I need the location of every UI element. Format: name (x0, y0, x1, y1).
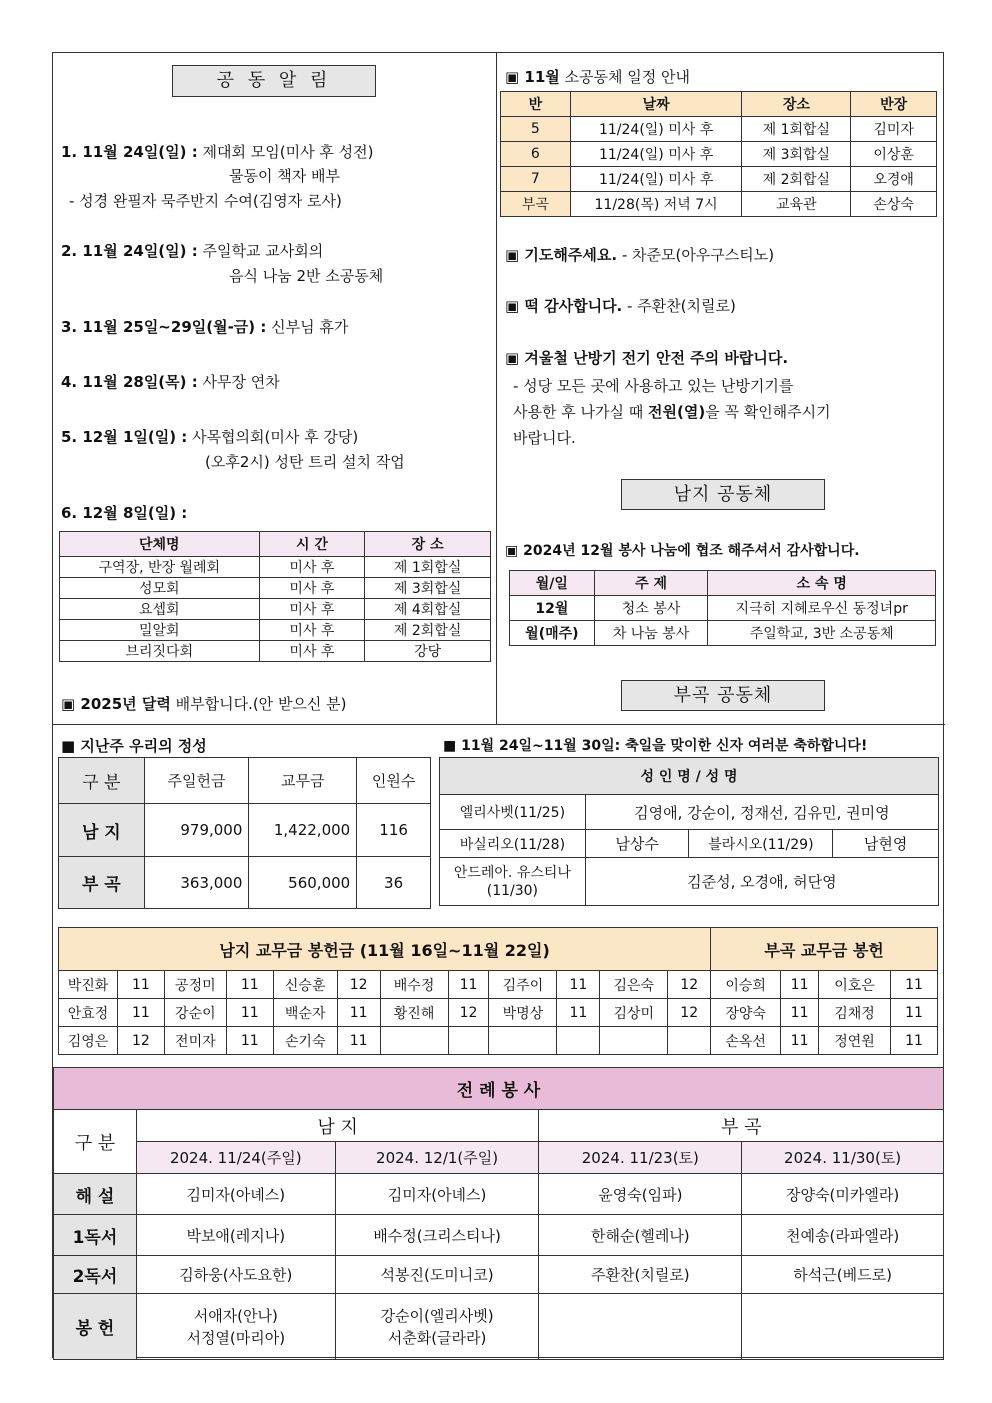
notice-3-line1: 신부님 휴가 (271, 318, 349, 336)
dues-name: 박명상 (489, 999, 557, 1027)
liturgy-cell: 천예송(라파엘라) (742, 1215, 944, 1256)
liturgy-offer-name: 강순이(엘리사벳) (380, 1306, 494, 1325)
heater-note-line2a: 사용한 후 나가실 때 (513, 403, 648, 421)
dues-name: 김주이 (489, 971, 557, 999)
heater-note-line1: - 성당 모든 곳에 사용하고 있는 난방기기를 (513, 377, 794, 395)
sc-cell: 이상훈 (851, 142, 937, 167)
dues-count: 11 (226, 999, 273, 1027)
dues-row (59, 999, 938, 1027)
dues-count: 11 (117, 999, 164, 1027)
dues-name: 박진화 (59, 971, 118, 999)
sc-header: 반 (501, 92, 571, 117)
sc-cell: 오경애 (851, 167, 937, 192)
liturgy-cell: 김미자(아녜스) (136, 1174, 335, 1215)
dues-count: 12 (337, 971, 380, 999)
liturgy-offer-name: 서애자(안나) (193, 1306, 278, 1325)
dues-name: 김은숙 (600, 971, 668, 999)
offering-cell: 363,000 (144, 857, 249, 909)
namji-cell: 월(매주) (510, 621, 595, 646)
offering-table (58, 757, 431, 909)
dues-count: 11 (781, 999, 819, 1027)
liturgy-cell: 박보애(레지나) (136, 1215, 335, 1256)
dec8-cell: 밀알회 (60, 620, 260, 641)
sc-header: 날짜 (570, 92, 742, 117)
offering-header: 구 분 (59, 758, 145, 804)
dues-count: 11 (890, 999, 937, 1027)
notice-1-line2: 물동이 책자 배부 (229, 167, 340, 185)
namji-header: 월/일 (510, 571, 595, 596)
namji-cell: 청소 봉사 (594, 596, 708, 621)
liturgy-offer-name: 서춘화(글라라) (387, 1328, 487, 1347)
dec8-cell: 미사 후 (259, 620, 365, 641)
dues-name: 김상미 (600, 999, 668, 1027)
dues-count (668, 1027, 711, 1055)
offering-cell: 36 (357, 857, 431, 909)
calendar-note (61, 693, 347, 714)
dues-count: 12 (668, 971, 711, 999)
small-community-table (500, 91, 937, 217)
liturgy-offer-name: 서정열(마리아) (186, 1328, 286, 1347)
dues-count: 12 (117, 1027, 164, 1055)
sc-cell: 11/24(일) 미사 후 (570, 117, 742, 142)
liturgy-cell (335, 1294, 539, 1360)
notice-1-date: 1. 11월 24일(일) : (61, 143, 198, 161)
notice-2 (61, 240, 323, 261)
dues-name (380, 1027, 448, 1055)
dues-name: 안효정 (59, 999, 118, 1027)
namji-header: 주 제 (594, 571, 708, 596)
rice-cake-note-rest: - 주환찬(치릴로) (622, 297, 736, 315)
sc-cell: 제 2회합실 (742, 167, 851, 192)
liturgy-cell: 김하웅(사도요한) (136, 1256, 335, 1294)
dues-name (489, 1027, 557, 1055)
dec8-cell: 제 3회합실 (365, 578, 491, 599)
liturgy-role: 2독서 (54, 1256, 137, 1294)
dec8-header: 단체명 (60, 532, 260, 557)
dues-name: 황진해 (380, 999, 448, 1027)
dues-bugok-title: 부곡 교무금 봉헌 (711, 928, 938, 971)
liturgy-cell (539, 1294, 742, 1360)
dues-count: 11 (890, 1027, 937, 1055)
dec8-cell: 강당 (365, 641, 491, 662)
feast-saint: 바실리오(11/28) (440, 830, 586, 858)
dues-count: 11 (557, 971, 600, 999)
dues-name: 신승훈 (273, 971, 337, 999)
notice-2-date: 2. 11월 24일(일) : (61, 242, 198, 260)
sc-cell: 제 3회합실 (742, 142, 851, 167)
feast-names: 김준성, 오경애, 허단영 (585, 858, 938, 906)
dues-count (557, 1027, 600, 1055)
dues-count: 11 (448, 971, 489, 999)
heater-note-line3: 바랍니다. (513, 429, 576, 447)
liturgy-cell: 하석근(베드로) (742, 1256, 944, 1294)
feast-saint-line1: 안드레아. 유스티나 (453, 864, 571, 881)
dues-name: 정연원 (819, 1027, 891, 1055)
dues-name: 이승희 (711, 971, 781, 999)
dues-count: 12 (448, 999, 489, 1027)
dues-name: 손기숙 (273, 1027, 337, 1055)
dues-count: 11 (337, 1027, 380, 1055)
feast-names: 남상수 (585, 830, 689, 858)
offering-cell: 116 (357, 804, 431, 857)
small-community-title (505, 66, 690, 87)
namji-cell: 주일학교, 3반 소공동체 (708, 621, 936, 646)
dues-name: 강순이 (164, 999, 226, 1027)
dues-count: 11 (890, 971, 937, 999)
dues-count (448, 1027, 489, 1055)
dec8-cell: 미사 후 (259, 599, 365, 620)
notice-1 (61, 141, 373, 162)
dues-name: 배수정 (380, 971, 448, 999)
liturgy-cell (742, 1294, 944, 1360)
sc-cell: 교육관 (742, 192, 851, 217)
sc-cell: 제 1회합실 (742, 117, 851, 142)
notice-4-date: 4. 11월 28일(목) : (61, 373, 198, 391)
notice-4 (61, 371, 280, 392)
feast-names: 남현영 (833, 830, 939, 858)
liturgy-date: 2024. 12/1(주일) (335, 1142, 539, 1174)
offering-header: 인원수 (357, 758, 431, 804)
dues-count: 11 (117, 971, 164, 999)
feast-title: ■ 11월 24일~11월 30일: 축일을 맞이한 신자 여러분 축하합니다! (443, 738, 868, 754)
heater-note-title: ▣ 겨울철 난방기 전기 안전 주의 바랍니다. (505, 349, 789, 367)
dec8-cell: 구역장, 반장 월례회 (60, 557, 260, 578)
sc-cell: 부곡 (501, 192, 571, 217)
notice-6-date: 6. 12월 8일(일) : (61, 504, 188, 522)
liturgy-date: 2024. 11/30(토) (742, 1142, 944, 1174)
namji-cell: 12월 (510, 596, 595, 621)
rice-cake-note (505, 295, 736, 316)
feast-names: 김영애, 강순이, 정재선, 김유민, 권미영 (585, 795, 938, 830)
dec8-cell: 제 4회합실 (365, 599, 491, 620)
namji-service-table (509, 570, 936, 646)
dues-count: 11 (781, 1027, 819, 1055)
notice-2-line2: 음식 나눔 2반 소공동체 (229, 267, 384, 285)
namji-thanks: ▣ 2024년 12월 봉사 나눔에 협조 해주셔서 감사합니다. (505, 543, 860, 559)
dec8-cell: 브리짓다회 (60, 641, 260, 662)
liturgy-role: 봉 헌 (54, 1294, 137, 1360)
pray-note-bold: ▣ 기도해주세요. (505, 246, 618, 264)
dues-count: 11 (226, 1027, 273, 1055)
sc-cell: 6 (501, 142, 571, 167)
dues-name: 전미자 (164, 1027, 226, 1055)
feast-saint: 블라시오(11/29) (689, 830, 833, 858)
feast-header: 성 인 명 / 성 명 (440, 758, 939, 795)
dues-name (600, 1027, 668, 1055)
column-divider (496, 53, 497, 724)
liturgy-date: 2024. 11/24(주일) (136, 1142, 335, 1174)
namji-cell: 지극히 지혜로우신 동정녀pr (708, 596, 936, 621)
bulletin-frame (52, 52, 944, 1358)
dues-name: 공정미 (164, 971, 226, 999)
dues-count: 11 (781, 971, 819, 999)
namji-title: 남지 공동체 (621, 479, 825, 510)
notice-3-date: 3. 11월 25일~29일(월-금) : (61, 318, 267, 336)
sc-cell: 손상숙 (851, 192, 937, 217)
dues-name: 김영은 (59, 1027, 118, 1055)
notice-5 (61, 426, 358, 447)
offering-header: 교무금 (249, 758, 357, 804)
dec8-cell: 제 2회합실 (365, 620, 491, 641)
dues-name: 이호은 (819, 971, 891, 999)
notice-5-line2: (오후2시) 성탄 트리 설치 작업 (205, 453, 405, 471)
liturgy-gubun: 구 분 (54, 1110, 137, 1174)
liturgy-table (53, 1067, 944, 1360)
liturgy-cell (136, 1294, 335, 1360)
offering-row-label: 남 지 (59, 804, 145, 857)
small-community-title-bold: ▣ 11월 (505, 68, 560, 86)
liturgy-cell: 장양숙(미카엘라) (742, 1174, 944, 1215)
dues-table (58, 927, 938, 1055)
liturgy-title: 전 례 봉 사 (54, 1068, 944, 1110)
sc-header: 반장 (851, 92, 937, 117)
liturgy-namji: 남 지 (136, 1110, 539, 1142)
section-divider (53, 724, 945, 725)
offering-row-label: 부 곡 (59, 857, 145, 909)
dues-count: 11 (557, 999, 600, 1027)
sc-cell: 김미자 (851, 117, 937, 142)
calendar-note-bold: ▣ 2025년 달력 (61, 695, 171, 713)
liturgy-cell: 한해순(헬레나) (539, 1215, 742, 1256)
dec8-cell: 성모회 (60, 578, 260, 599)
liturgy-cell: 배수정(크리스티나) (335, 1215, 539, 1256)
feast-saint-line2: (11/30) (486, 882, 539, 899)
liturgy-cell: 석봉진(도미니코) (335, 1256, 539, 1294)
offering-cell: 979,000 (144, 804, 249, 857)
feast-saint (440, 858, 586, 906)
heater-note-line2c: 을 꼭 확인해주시기 (705, 403, 831, 421)
dues-count: 11 (337, 999, 380, 1027)
liturgy-role: 1독서 (54, 1215, 137, 1256)
pray-note-rest: - 차준모(아우구스티노) (617, 246, 775, 264)
liturgy-date: 2024. 11/23(토) (539, 1142, 742, 1174)
sc-cell: 7 (501, 167, 571, 192)
dues-name: 손옥선 (711, 1027, 781, 1055)
notice-1-sub: - 성경 완필자 묵주반지 수여(김영자 로사) (69, 192, 342, 210)
feast-table (439, 757, 939, 906)
pray-note (505, 244, 774, 265)
notice-4-line1: 사무장 연차 (202, 373, 280, 391)
sc-cell: 11/24(일) 미사 후 (570, 142, 742, 167)
heater-note-power: 전원(열) (648, 403, 706, 421)
dec8-cell: 미사 후 (259, 557, 365, 578)
liturgy-cell: 김미자(아녜스) (335, 1174, 539, 1215)
calendar-note-rest: 배부합니다.(안 받으신 분) (170, 695, 347, 713)
notice-2-line1: 주일학교 교사회의 (202, 242, 324, 260)
namji-header: 소 속 명 (708, 571, 936, 596)
dues-count: 11 (226, 971, 273, 999)
dues-name: 장양숙 (711, 999, 781, 1027)
sc-cell: 11/28(목) 저녁 7시 (570, 192, 742, 217)
dec8-header: 장 소 (365, 532, 491, 557)
notice-3 (61, 316, 348, 337)
dues-name: 백순자 (273, 999, 337, 1027)
rice-cake-note-bold: ▣ 떡 감사합니다. (505, 297, 623, 315)
sc-cell: 11/24(일) 미사 후 (570, 167, 742, 192)
liturgy-cell: 윤영숙(임파) (539, 1174, 742, 1215)
dec8-cell: 미사 후 (259, 578, 365, 599)
dec8-cell: 요셉회 (60, 599, 260, 620)
small-community-title-rest: 소공동체 일정 안내 (559, 68, 690, 86)
notice-1-line1: 제대회 모임(미사 후 성전) (202, 143, 374, 161)
dec8-schedule-table (59, 531, 491, 662)
dues-row (59, 971, 938, 999)
liturgy-role: 해 설 (54, 1174, 137, 1215)
bugok-title: 부곡 공동체 (621, 680, 825, 711)
dues-name: 김채정 (819, 999, 891, 1027)
liturgy-cell: 주환찬(치릴로) (539, 1256, 742, 1294)
offering-cell: 560,000 (249, 857, 357, 909)
dues-namji-title: 남지 교무금 봉헌금 (11월 16일~11월 22일) (59, 928, 711, 971)
sc-cell: 5 (501, 117, 571, 142)
dec8-header: 시 간 (259, 532, 365, 557)
dues-count: 12 (668, 999, 711, 1027)
offering-title: ■ 지난주 우리의 정성 (61, 737, 207, 755)
notice-5-line1: 사목협의회(미사 후 강당) (192, 428, 359, 446)
offering-cell: 1,422,000 (249, 804, 357, 857)
dec8-cell: 미사 후 (259, 641, 365, 662)
heater-note-line2 (513, 401, 831, 422)
common-notice-title: 공 동 알 림 (172, 65, 376, 97)
liturgy-bugok: 부 곡 (539, 1110, 944, 1142)
dec8-cell: 제 1회합실 (365, 557, 491, 578)
notice-5-date: 5. 12월 1일(일) : (61, 428, 188, 446)
dues-row (59, 1027, 938, 1055)
feast-saint: 엘리사벳(11/25) (440, 795, 586, 830)
namji-cell: 차 나눔 봉사 (594, 621, 708, 646)
sc-header: 장소 (742, 92, 851, 117)
offering-header: 주일헌금 (144, 758, 249, 804)
